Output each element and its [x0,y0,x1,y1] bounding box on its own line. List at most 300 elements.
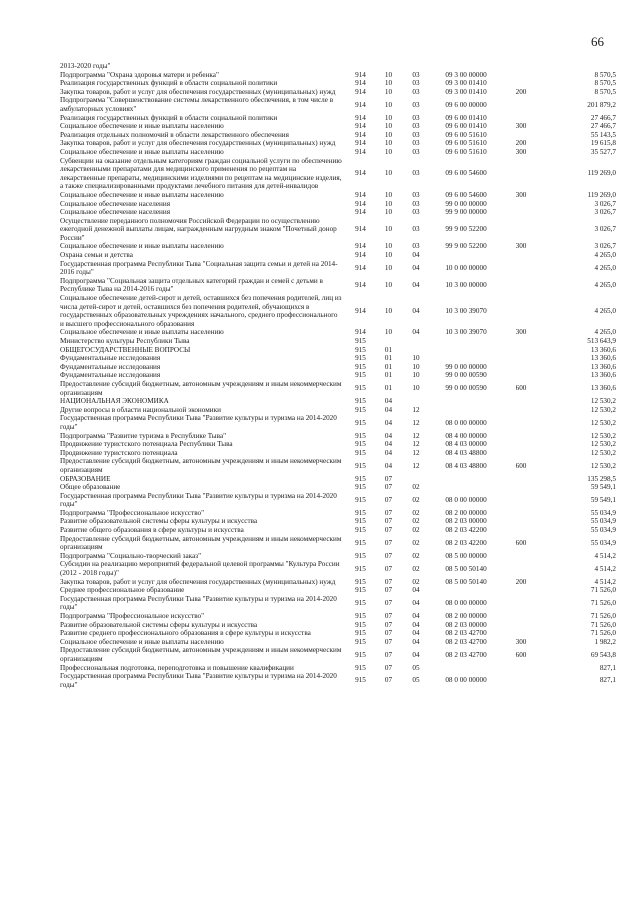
cell-vr [502,131,540,140]
cell-sum: 3 026,7 [594,208,616,217]
cell-pr: 03 [412,100,420,109]
cell-sum: 8 570,5 [594,87,616,96]
cell-ved: 914 [355,190,366,199]
cell-csr: 99 0 00 00000 [445,199,487,208]
cell-pr: 02 [412,526,420,535]
cell-pr: 12 [412,440,420,449]
cell-sum: 13 360,6 [590,371,616,380]
cell-vr: 300 [515,122,527,131]
cell-rz: 01 [384,345,393,354]
table-row [60,664,616,673]
cell-rz: 04 [384,397,393,406]
cell-ved: 914 [355,225,366,234]
cell-vr [502,406,540,415]
table-row [60,71,616,80]
cell-name: Развитие образовательной системы сферы культуры и искусства [60,620,258,629]
cell-vr [502,371,540,380]
cell-vr [502,629,540,638]
cell-pr: 04 [412,586,420,595]
cell-name: Субвенции на оказание отдельным категориям граждан социальной услуги по обеспечению лекарственными препаратами для медицинского применения по рецептам на лекарственные препараты, медицинскими изделиями по рецептам на медицинские изделия, а также специализированными продуктами лечебного питания для детей-инвалидов [60,156,342,191]
cell-vr: 600 [515,650,527,659]
cell-ved: 915 [355,620,366,629]
cell-csr [430,586,502,595]
page-number: 66 [591,34,604,49]
cell-ved: 915 [355,577,366,586]
cell-csr: 09 3 00 00000 [445,70,487,79]
cell-csr: 08 2 03 42200 [445,526,487,535]
cell-rz: 07 [384,612,393,620]
cell-sum: 55 034,9 [590,517,616,526]
cell-rz: 10 [384,190,393,199]
cell-rz: 10 [384,199,393,208]
cell-ved: 915 [355,440,366,449]
cell-name: Социальное обеспечение и иные выплаты населению [60,328,224,337]
cell-ved: 915 [355,650,366,659]
cell-sum [540,62,616,71]
cell-name: Государственная программа Республики Тыва "Развитие культуры и туризма на 2014-2020 годы" [60,414,337,431]
cell-pr: 05 [412,663,420,672]
cell-name: Другие вопросы в области национальной экономики [60,405,221,414]
cell-sum: 12 530,2 [590,405,616,414]
cell-vr [502,346,540,355]
cell-vr [502,277,540,294]
cell-name: Продвижение туристского потенциала [60,448,178,457]
table-row [60,457,616,474]
cell-pr: 12 [412,418,420,427]
budget-table [60,62,616,689]
cell-csr [430,406,502,415]
cell-ved: 915 [355,526,366,535]
cell-pr: 10 [412,371,420,380]
cell-ved: 915 [355,495,366,504]
cell-rz: 07 [384,629,393,638]
cell-rz: 04 [384,418,393,427]
cell-rz: 10 [384,87,393,96]
cell-sum: 55 143,5 [590,130,616,139]
cell-vr: 200 [515,577,527,586]
cell-ved: 915 [355,551,366,560]
table-row [60,62,616,71]
cell-pr: 10 [412,354,420,363]
cell-rz: 07 [384,526,393,535]
table-row [60,371,616,380]
cell-csr: 09 3 00 01410 [445,79,487,88]
cell-sum: 13 360,6 [590,345,616,354]
table-row [60,337,616,346]
table-row [60,346,616,355]
table-row [60,552,616,561]
cell-vr [502,560,540,577]
cell-sum: 4 265,0 [594,251,616,260]
cell-sum: 55 034,9 [590,526,616,535]
table-row [60,88,616,97]
cell-rz: 10 [384,122,393,131]
cell-csr: 08 4 03 48800 [445,461,487,470]
cell-sum: 4 514,2 [594,551,616,560]
cell-name: Предоставление субсидий бюджетным, автономным учреждениям и иным некоммерческим организациям [60,646,342,663]
cell-sum: 201 879,2 [587,100,616,109]
cell-sum: 71 526,0 [590,586,616,595]
cell-csr [430,475,502,484]
cell-name: Развитие общего образования в сфере культуры и искусства [60,526,244,535]
cell-ved: 914 [355,79,366,88]
cell-rz: 10 [384,251,393,260]
cell-csr: 09 6 00 51610 [445,147,487,156]
cell-sum: 3 026,7 [594,225,616,234]
cell-vr: 300 [515,190,527,199]
cell-csr: 08 2 03 42700 [445,637,487,646]
cell-name: Подпрограмма "Профессиональное искусство" [60,508,205,517]
cell-pr: 10 [412,362,420,371]
cell-ved: 915 [355,461,366,470]
cell-vr [502,552,540,561]
cell-name: Фундаментальные исследования [60,362,161,371]
cell-ved: 915 [355,362,366,371]
cell-pr: 03 [412,139,420,148]
cell-csr [430,251,502,260]
table-row [60,148,616,157]
table-row [60,294,616,328]
cell-ved: 914 [355,87,366,96]
cell-vr [502,612,540,621]
cell-ved: 914 [355,122,366,131]
cell-rz: 10 [384,208,393,217]
cell-ved: 914 [355,208,366,217]
cell-vr [502,440,540,449]
cell-sum: 4 514,2 [594,564,616,573]
table-row [60,646,616,663]
cell-rz: 07 [384,650,393,659]
cell-vr: 600 [515,538,527,547]
cell-name: Подпрограмма "Профессиональное искусство" [60,612,205,620]
cell-vr [502,475,540,484]
table-row [60,621,616,630]
cell-name: Субсидии на реализацию мероприятий федеральной целевой программы "Культура России (2012 - 2018 годы)" [60,560,340,578]
cell-ved: 914 [355,328,366,337]
cell-pr: 03 [412,199,420,208]
table-row [60,354,616,363]
cell-name: Реализация отдельных полномочий в области лекарственного обеспечения [60,130,289,139]
cell-name: Предоставление субсидий бюджетным, автономным учреждениям и иным некоммерческим организациям [60,534,342,552]
cell-pr: 10 [412,384,420,393]
cell-name: Предоставление субсидий бюджетным, автономным учреждениям и иным некоммерческим организациям [60,379,342,397]
cell-name: Подпрограмма "Социальная защита отдельных категорий граждан и семей с детьми в Республике Тыва на 2014-2016 годы" [60,276,323,294]
cell-pr: 02 [412,538,420,547]
cell-pr: 02 [412,508,420,517]
cell-sum: 135 298,5 [587,474,616,483]
cell-sum: 827,1 [599,663,616,672]
cell-name: Осуществление переданного полномочия Российской Федерации по осуществлению ежегодной денежной выплаты лицам, награжденным нагрудным знаком "Почетный донор России" [60,216,337,242]
cell-vr [502,208,540,217]
cell-ved: 915 [355,371,366,380]
cell-csr: 10 3 00 00000 [445,281,487,290]
table-row [60,200,616,209]
cell-name: Государственная программа Республики Тыва "Развитие культуры и туризма на 2014-2020 годы" [60,491,337,509]
cell-rz: 07 [384,637,393,646]
cell-name: Развитие среднего профессионального образования в сфере культуры и искусства [60,629,311,638]
cell-csr [430,664,502,673]
cell-name: Государственная программа Республики Тыва "Социальная защита семьи и детей на 2014-2016 годы" [60,259,338,277]
cell-rz: 10 [384,263,393,272]
table-row [60,475,616,484]
cell-csr: 08 0 00 00000 [445,599,487,608]
cell-ved: 915 [355,448,366,457]
cell-name: Закупка товаров, работ и услуг для обеспечения государственных (муниципальных) нужд [60,87,336,96]
cell-csr: 09 3 00 01410 [445,87,487,96]
cell-rz: 10 [384,70,393,79]
cell-sum: 69 543,8 [590,650,616,659]
cell-csr: 09 6 00 51610 [445,139,487,148]
cell-rz: 10 [384,147,393,156]
cell-rz: 10 [384,306,393,315]
cell-sum: 4 265,0 [594,263,616,272]
cell-name: Развитие образовательной системы сферы культуры и искусства [60,517,258,526]
cell-sum: 12 530,2 [590,461,616,470]
cell-name: Фундаментальные исследования [60,371,161,380]
cell-rz: 04 [384,448,393,457]
cell-rz: 10 [384,225,393,234]
cell-pr: 12 [412,461,420,470]
cell-name: Закупка товаров, работ и услуг для обеспечения государственных (муниципальных) нужд [60,139,336,148]
cell-ved: 915 [355,337,366,345]
table-row [60,449,616,458]
cell-vr [502,432,540,441]
cell-name: Общее образование [60,483,121,492]
table-row [60,672,616,689]
table-row [60,483,616,492]
cell-name: Охрана семьи и детства [60,251,133,260]
cell-pr: 02 [412,564,420,573]
cell-rz: 07 [384,564,393,573]
cell-rz: 04 [384,440,393,449]
cell-rz: 07 [384,551,393,560]
cell-ved: 914 [355,169,366,178]
cell-sum: 13 360,6 [590,362,616,371]
cell-pr: 03 [412,130,420,139]
cell-name: 2013-2020 годы" [60,62,111,70]
cell-name: ОБЩЕГОСУДАРСТВЕННЫЕ ВОПРОСЫ [60,345,191,354]
table-row [60,535,616,552]
cell-pr [402,475,430,484]
cell-sum: 8 570,5 [594,70,616,79]
cell-csr: 08 4 03 48800 [445,448,487,457]
cell-sum: 19 615,8 [590,139,616,148]
cell-vr [502,294,540,328]
cell-rz: 07 [384,577,393,586]
cell-rz: 04 [384,461,393,470]
cell-name: Реализация государственных функций в области социальной политики [60,79,278,88]
cell-pr: 04 [412,612,420,620]
cell-pr: 02 [412,495,420,504]
cell-ved: 914 [355,281,366,290]
table-row [60,131,616,140]
cell-rz: 07 [384,508,393,517]
cell-csr: 08 4 00 00000 [445,431,487,440]
cell-rz: 10 [384,328,393,337]
cell-ved: 915 [355,474,366,483]
cell-sum: 35 527,7 [590,147,616,156]
cell-pr: 04 [412,281,420,290]
cell-rz [375,337,402,346]
cell-csr: 99 0 00 00590 [445,384,487,393]
table-row [60,578,616,587]
cell-pr: 04 [412,650,420,659]
cell-csr: 09 6 00 00000 [445,100,487,109]
table-row [60,96,616,113]
cell-vr [502,517,540,526]
cell-sum: 4 514,2 [594,577,616,586]
cell-pr: 02 [412,551,420,560]
cell-pr: 03 [412,169,420,178]
cell-name: Социальное обеспечение населения [60,208,171,217]
cell-vr [502,363,540,372]
table-row [60,595,616,612]
cell-vr [502,114,540,123]
cell-ved: 915 [355,676,366,685]
cell-vr: 300 [515,242,527,251]
cell-ved: 914 [355,100,366,109]
cell-csr: 99 9 00 52200 [445,225,487,234]
cell-ved: 915 [355,418,366,427]
cell-sum: 513 643,9 [587,337,616,345]
cell-ved: 915 [355,629,366,638]
cell-sum: 119 269,0 [587,190,616,199]
cell-vr [502,526,540,535]
table-row [60,208,616,217]
cell-pr: 03 [412,190,420,199]
cell-rz: 07 [384,495,393,504]
cell-sum: 13 360,6 [590,354,616,363]
cell-ved: 914 [355,306,366,315]
cell-pr [402,337,430,346]
cell-rz: 07 [384,474,393,483]
cell-vr [502,664,540,673]
cell-vr [502,71,540,80]
cell-vr [502,354,540,363]
cell-ved: 915 [355,663,366,672]
cell-rz: 07 [384,538,393,547]
cell-rz: 07 [384,586,393,595]
cell-sum: 4 265,0 [594,281,616,290]
cell-pr: 12 [412,448,420,457]
cell-vr [502,62,540,71]
cell-rz: 04 [384,431,393,440]
cell-csr: 10 3 00 39070 [445,328,487,337]
cell-rz: 10 [384,139,393,148]
cell-name: НАЦИОНАЛЬНАЯ ЭКОНОМИКА [60,397,169,406]
table-row [60,114,616,123]
cell-sum: 55 034,9 [590,508,616,517]
cell-rz: 10 [384,79,393,88]
cell-sum: 12 530,2 [590,440,616,449]
cell-pr: 04 [412,251,420,260]
cell-pr: 03 [412,113,420,122]
cell-sum: 4 265,0 [594,328,616,337]
cell-name: Социальное обеспечение и иные выплаты населению [60,242,224,251]
cell-pr: 04 [412,620,420,629]
cell-ved: 914 [355,113,366,122]
cell-vr [502,595,540,612]
cell-pr: 03 [412,225,420,234]
cell-ved: 915 [355,345,366,354]
cell-pr: 03 [412,70,420,79]
cell-ved: 914 [355,139,366,148]
cell-vr [502,483,540,492]
cell-csr: 08 0 00 00000 [445,495,487,504]
cell-sum: 71 526,0 [590,612,616,620]
cell-pr: 05 [412,676,420,685]
cell-vr [502,586,540,595]
table-row [60,251,616,260]
cell-csr: 99 0 00 00590 [445,371,487,380]
cell-csr: 08 2 03 42700 [445,629,487,638]
cell-vr: 300 [515,328,527,337]
cell-pr: 04 [412,306,420,315]
cell-ved: 915 [355,397,366,406]
cell-ved: 914 [355,251,366,260]
cell-rz: 10 [384,113,393,122]
table-row [60,191,616,200]
table-row [60,526,616,535]
cell-name: Социальное обеспечение и иные выплаты населению [60,637,224,646]
cell-vr [502,414,540,431]
cell-pr: 03 [412,87,420,96]
cell-csr [430,62,502,71]
cell-csr [430,483,502,492]
cell-rz: 10 [384,169,393,178]
cell-rz: 01 [384,384,393,393]
cell-csr: 09 6 00 51610 [445,130,487,139]
cell-rz: 07 [384,483,393,492]
cell-name: Социальное обеспечение детей-сирот и детей, оставшихся без попечения родителей, лиц из числа детей-сирот и детей, оставшихся без попечения родителей, обучающихся в государственных образовательных учреждениях начального, среднего профессионального и высшего профессионального образования [60,294,342,328]
cell-rz [375,62,402,71]
cell-pr: 03 [412,79,420,88]
cell-name: Социальное обеспечение и иные выплаты населению [60,190,224,199]
cell-pr: 04 [412,629,420,638]
cell-sum: 119 269,0 [587,169,616,178]
cell-rz: 01 [384,362,393,371]
cell-name: Фундаментальные исследования [60,354,161,363]
table-row [60,440,616,449]
cell-sum: 3 026,7 [594,242,616,251]
cell-csr: 99 9 00 00000 [445,208,487,217]
table-row [60,380,616,397]
cell-rz: 07 [384,620,393,629]
cell-pr: 04 [412,328,420,337]
cell-csr [430,354,502,363]
cell-vr [502,337,540,346]
cell-csr: 09 6 00 54600 [445,190,487,199]
cell-ved: 915 [355,586,366,595]
cell-ved: 914 [355,70,366,79]
cell-vr: 300 [515,637,527,646]
cell-sum: 4 265,0 [594,306,616,315]
table-row [60,260,616,277]
cell-name: Государственная программа Республики Тыва "Развитие культуры и туризма на 2014-2020 годы" [60,594,337,612]
cell-csr: 08 2 00 00000 [445,508,487,517]
table-row [60,509,616,518]
cell-csr: 10 0 00 00000 [445,263,487,272]
cell-ved [346,62,375,71]
cell-pr: 03 [412,122,420,131]
cell-sum: 3 026,7 [594,199,616,208]
cell-ved: 914 [355,130,366,139]
cell-csr: 08 2 03 42200 [445,538,487,547]
cell-rz: 10 [384,242,393,251]
cell-vr [502,157,540,191]
cell-sum: 59 549,1 [590,495,616,504]
cell-csr: 08 2 00 00000 [445,612,487,620]
